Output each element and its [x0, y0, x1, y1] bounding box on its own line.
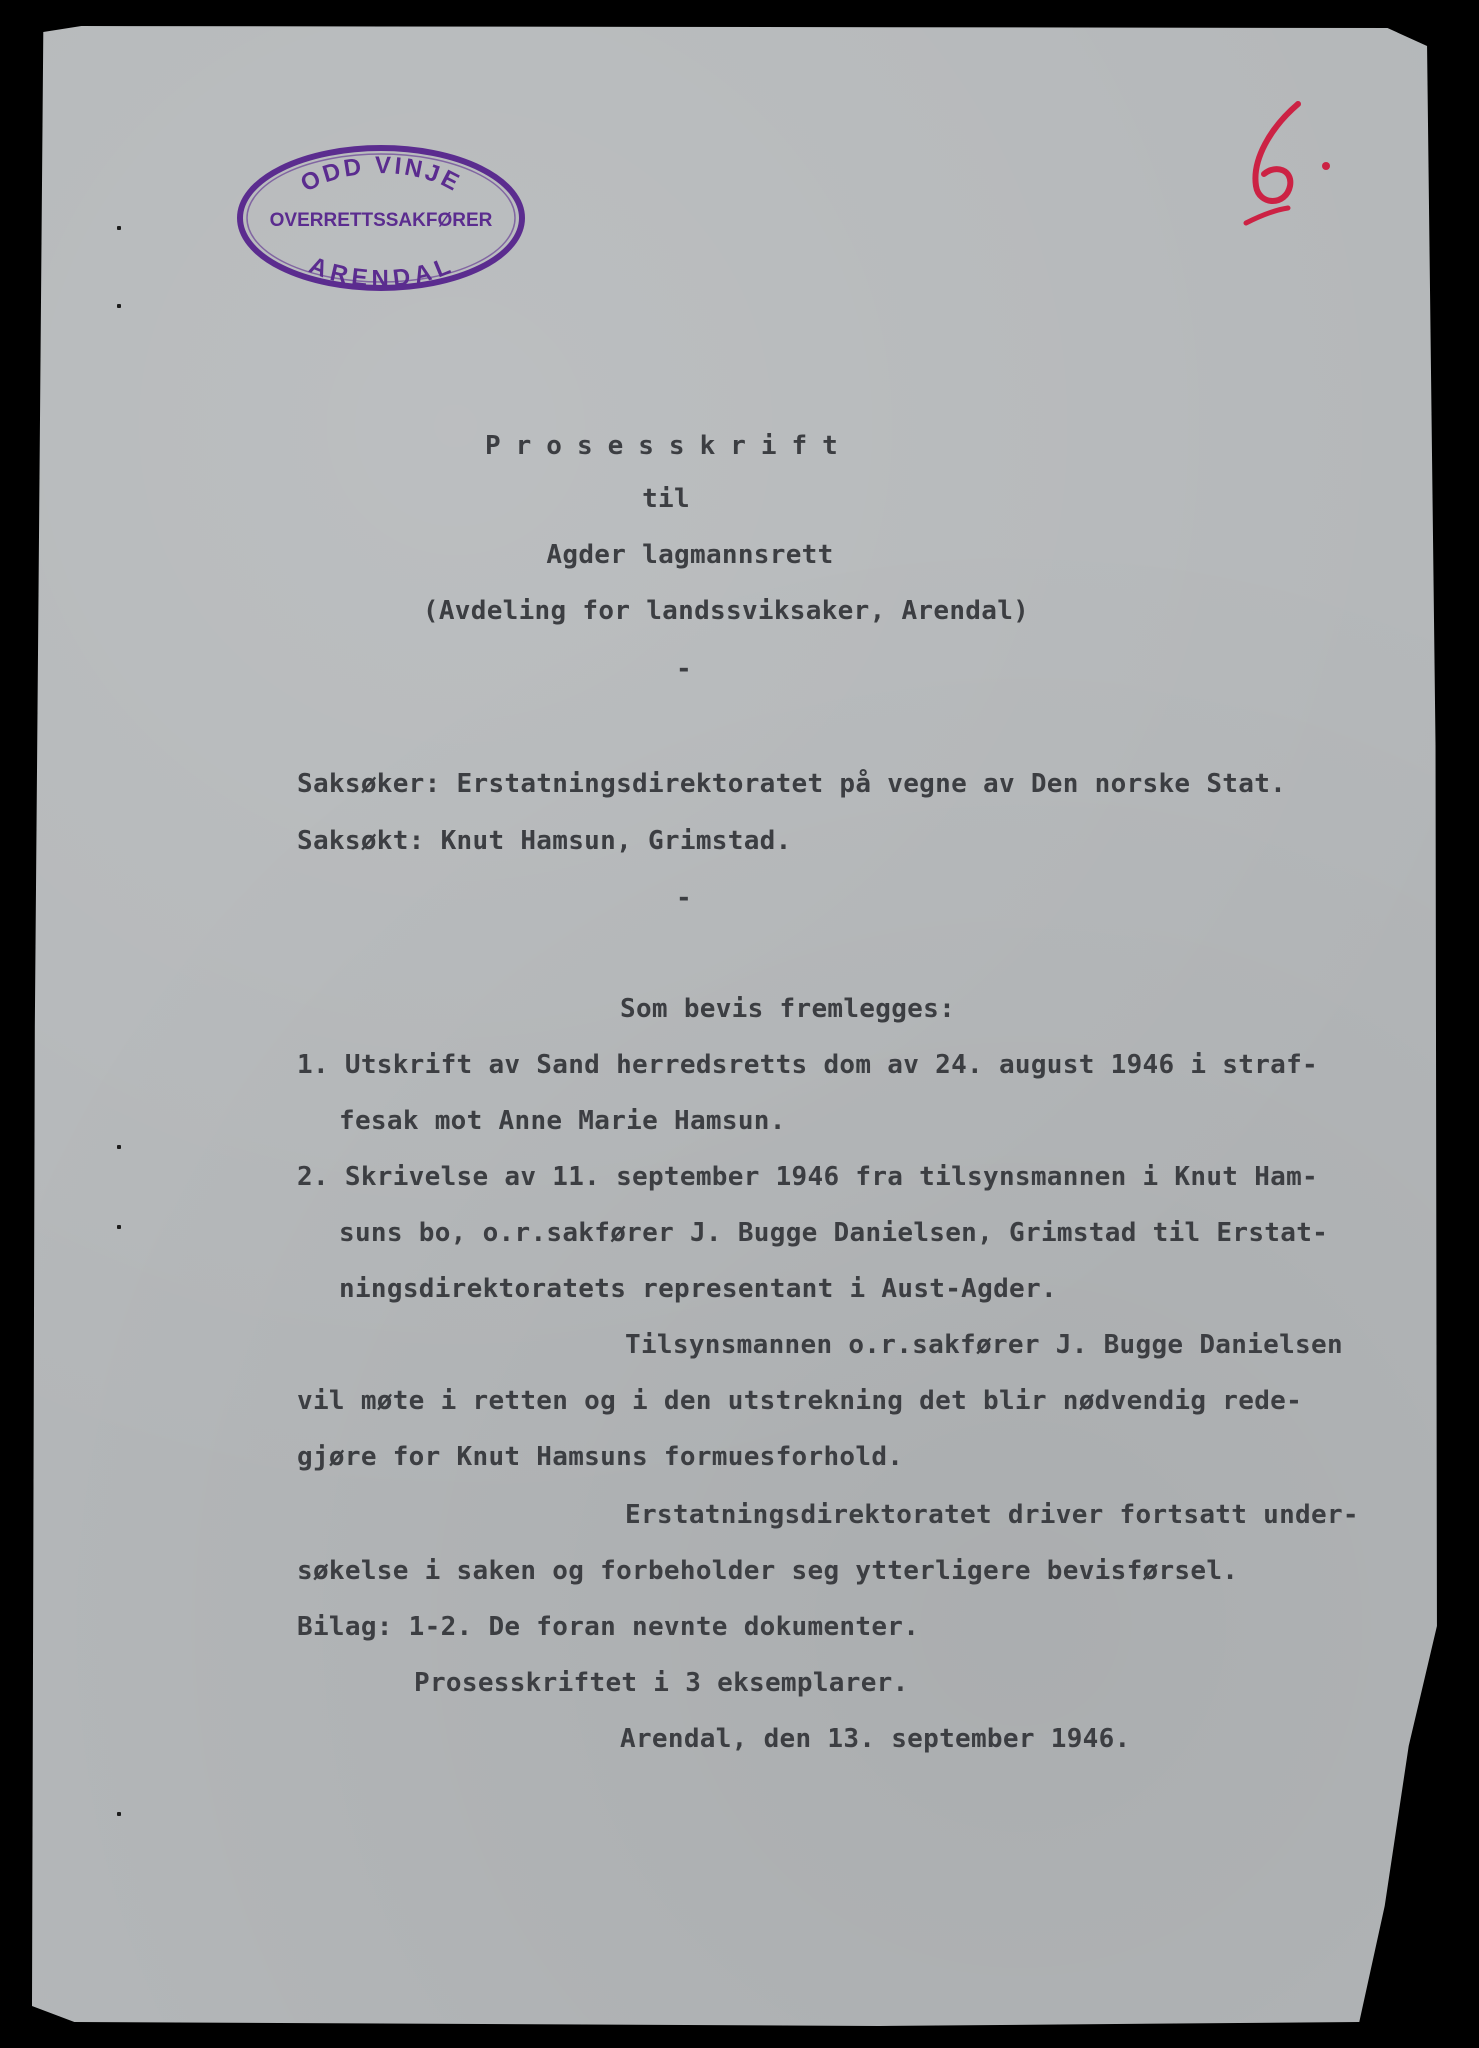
- svg-text:ARENDAL: ARENDAL: [305, 251, 457, 293]
- separator-dash: -: [676, 654, 692, 684]
- margin-dot: [117, 1145, 121, 1149]
- separator-dash: -: [676, 883, 692, 913]
- svg-text:OVERRETTSSAKFØRER: OVERRETTSSAKFØRER: [269, 210, 493, 231]
- paragraph-1-line: vil møte i retten og i den utstrekning det blir nødvendig rede-: [297, 1386, 1303, 1416]
- document-title: Prosesskrift: [485, 431, 853, 461]
- lawyer-stamp: [236, 143, 526, 293]
- court-name: Agder lagmannsrett: [546, 540, 834, 570]
- place-date-line: Arendal, den 13. september 1946.: [620, 1724, 1131, 1754]
- margin-dot: [117, 1225, 121, 1229]
- margin-dot: [117, 304, 121, 308]
- paragraph-2-line: Erstatningsdirektoratet driver fortsatt under-: [625, 1500, 1359, 1530]
- attachments-line: Bilag: 1-2. De foran nevnte dokumenter.: [297, 1612, 920, 1642]
- title-to: til: [642, 484, 690, 514]
- defendant-line: Saksøkt: Knut Hamsun, Grimstad.: [297, 826, 792, 856]
- margin-dot: [117, 226, 121, 230]
- evidence-item-2-line: 2. Skrivelse av 11. september 1946 fra tilsynsmannen i Knut Ham-: [297, 1162, 1319, 1192]
- paragraph-1-line: gjøre for Knut Hamsuns formuesforhold.: [297, 1442, 904, 1472]
- evidence-item-2-line: suns bo, o.r.sakfører J. Bugge Danielsen, Grimstad til Erstat-: [339, 1218, 1329, 1248]
- copies-line: Prosesskriftet i 3 eksemplarer.: [414, 1668, 909, 1698]
- paragraph-1-line: Tilsynsmannen o.r.sakfører J. Bugge Danielsen: [625, 1330, 1343, 1360]
- svg-text:ODD VINJE: ODD VINJE: [296, 151, 466, 198]
- evidence-item-1-line: fesak mot Anne Marie Hamsun.: [339, 1106, 786, 1136]
- page-number-mark: [1240, 98, 1340, 238]
- court-division: (Avdeling for landssviksaker, Arendal): [422, 596, 1030, 626]
- evidence-heading: Som bevis fremlegges:: [620, 994, 956, 1024]
- evidence-item-1-line: 1. Utskrift av Sand herredsretts dom av 24. august 1946 i straf-: [297, 1050, 1319, 1080]
- plaintiff-line: Saksøker: Erstatningsdirektoratet på vegne av Den norske Stat.: [297, 769, 1287, 799]
- paragraph-2-line: søkelse i saken og forbeholder seg ytterligere bevisførsel.: [297, 1556, 1239, 1586]
- margin-dot: [117, 1812, 121, 1816]
- evidence-item-2-line: ningsdirektoratets representant i Aust-Agder.: [339, 1274, 1057, 1304]
